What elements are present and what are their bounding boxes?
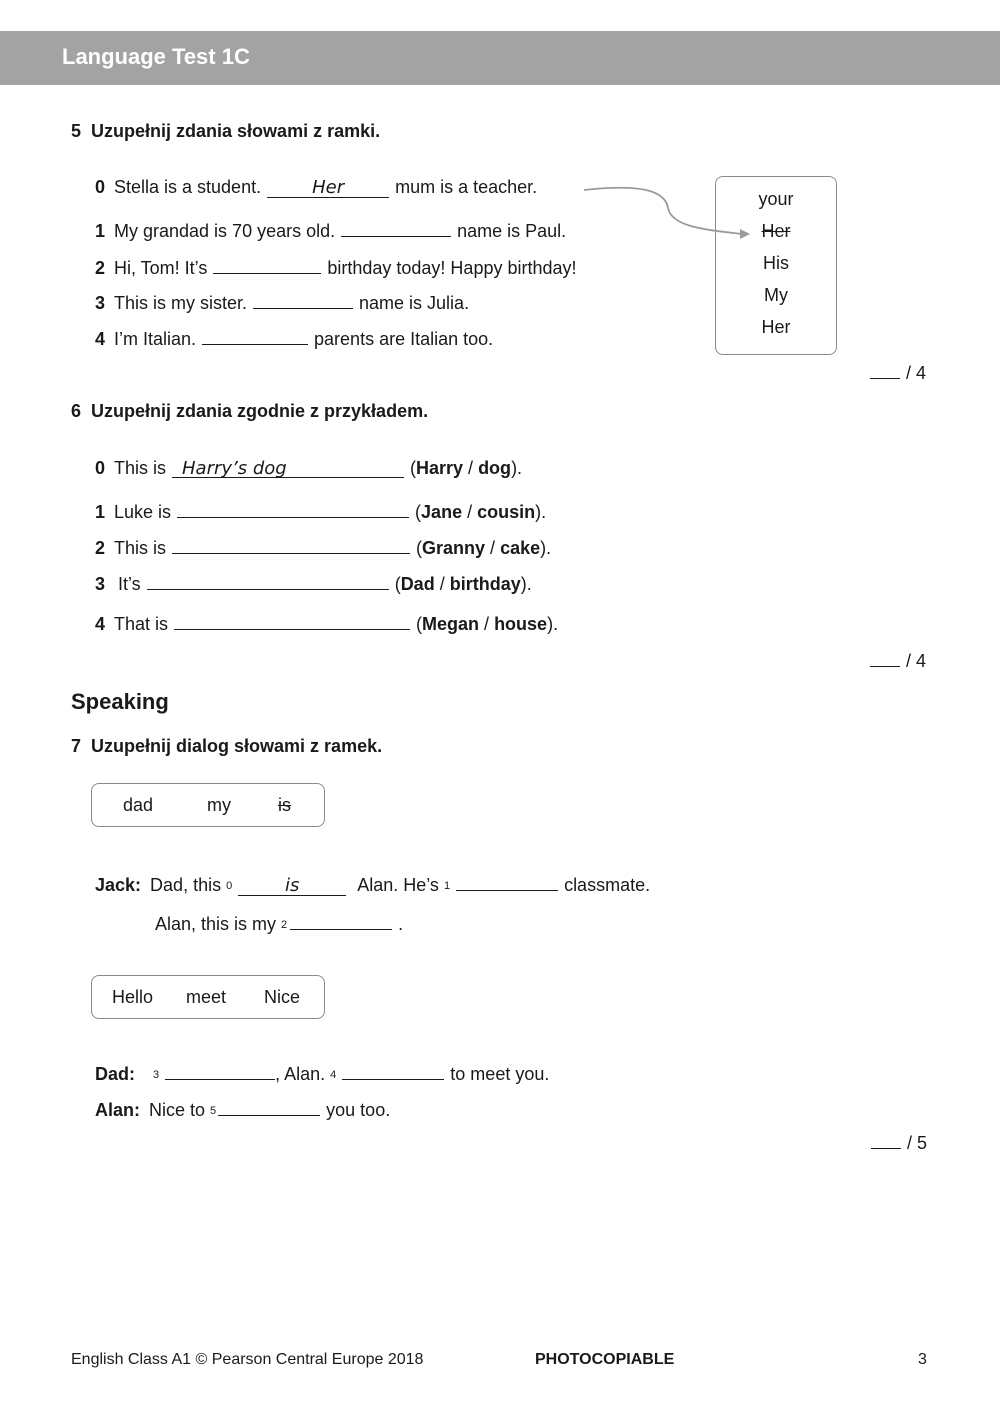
sentence-before: Stella is a student.: [114, 177, 262, 197]
sentence-number: 4: [95, 614, 106, 634]
task5-sentence-4: [95, 324, 493, 350]
word-box-item: Hello: [112, 986, 154, 1007]
answer-blank[interactable]: [213, 253, 321, 274]
score-max: / 5: [907, 1133, 928, 1153]
sentence-after: mum is a teacher.: [395, 177, 538, 197]
sentence-after: parents are Italian too.: [314, 329, 494, 349]
word-box-item: Her: [761, 317, 791, 337]
sentence-number: 3: [95, 293, 106, 313]
word-box-item-used: is: [278, 794, 291, 815]
task5-heading: [71, 121, 380, 142]
task7-number: 7: [71, 736, 82, 756]
dialog-text: Nice to: [149, 1100, 206, 1120]
word-box-item: Nice: [264, 986, 301, 1007]
task5-sentence-3: [95, 288, 469, 314]
answer-blank[interactable]: [218, 1095, 320, 1116]
task7-heading: [71, 736, 382, 757]
gap-number: 2: [281, 919, 288, 931]
gap-number: 3: [153, 1069, 160, 1081]
dialog-line-dad: [95, 1059, 549, 1085]
task6-score: [870, 648, 926, 672]
dialog-text: .: [398, 914, 404, 934]
cue-a: Granny: [422, 538, 486, 558]
cue-a: Jane: [421, 502, 463, 522]
answer-blank[interactable]: [165, 1059, 275, 1080]
task5-number: 5: [71, 121, 82, 141]
answer-blank: Her: [267, 177, 389, 198]
sentence-number: 3: [95, 574, 106, 594]
dialog-text: , Alan.: [275, 1064, 326, 1084]
score-blank[interactable]: [870, 648, 900, 667]
answer-blank: Harry’s dog: [172, 458, 404, 478]
score-blank[interactable]: [870, 360, 900, 379]
dialog-text: classmate.: [564, 875, 651, 895]
answer-blank[interactable]: [456, 870, 558, 891]
sentence-number: 0: [95, 177, 106, 197]
connector-arrow-icon: [580, 180, 760, 250]
cue-b: dog: [478, 458, 512, 478]
sentence-before: It’s: [118, 574, 141, 594]
answer-blank[interactable]: [174, 609, 410, 630]
sentence-before: Hi, Tom! It’s: [114, 258, 208, 278]
answer-blank[interactable]: [253, 288, 353, 309]
task6-sentence-0: 0 This is Harry’s dog (Harry / dog).: [95, 458, 523, 479]
task6-heading: [71, 401, 428, 422]
speaking-title: Speaking: [71, 689, 169, 714]
cue-b: house: [494, 614, 548, 634]
task6-sentence-1: 1 Luke is (Jane / cousin).: [95, 497, 546, 523]
task6-instruction: Uzupełnij zdania zgodnie z przykładem.: [91, 401, 429, 421]
word-box-item: meet: [186, 986, 227, 1007]
task7-score: [871, 1130, 927, 1154]
answer-blank[interactable]: [341, 216, 451, 237]
task7-instruction: Uzupełnij dialog słowami z ramek.: [91, 736, 383, 756]
sentence-before: This is my sister.: [114, 293, 248, 313]
cue-a: Harry: [416, 458, 464, 478]
dialog-line-jack-1: [95, 870, 650, 896]
sentence-before: Luke is: [114, 502, 172, 522]
sentence-after: birthday today! Happy birthday!: [327, 258, 577, 278]
answer-blank: is: [238, 875, 346, 896]
task6-sentence-2: 2 This is (Granny / cake).: [95, 533, 551, 559]
task7-word-box-2: [91, 975, 325, 1019]
task5-instruction: Uzupełnij zdania słowami z ramki.: [91, 121, 381, 141]
answer-blank[interactable]: [172, 533, 410, 554]
answer-blank[interactable]: [202, 324, 308, 345]
dialog-line-alan: [95, 1095, 390, 1121]
sentence-before: I’m Italian.: [114, 329, 197, 349]
sentence-number: 1: [95, 221, 106, 241]
score-blank[interactable]: [871, 1130, 901, 1149]
task5-sentence-1: [95, 216, 566, 242]
dialog-text: Dad, this: [150, 875, 222, 895]
sentence-number: 0: [95, 458, 106, 478]
task5-sentence-2: [95, 253, 577, 279]
cue-b: cake: [500, 538, 541, 558]
dialog-text: to meet you.: [450, 1064, 550, 1084]
cue-a: Dad: [400, 574, 435, 594]
gap-number: 5: [210, 1105, 217, 1117]
answer-blank[interactable]: [177, 497, 409, 518]
word-box-item: my: [207, 794, 231, 815]
word-box-item: His: [763, 253, 789, 273]
task7-word-box-1: [91, 783, 325, 827]
score-max: / 4: [906, 363, 927, 383]
dialog-text: Alan. He’s: [357, 875, 439, 895]
sentence-number: 2: [95, 538, 106, 558]
dialog-text: you too.: [326, 1100, 391, 1120]
gap-number: 1: [443, 880, 451, 892]
word-box-item: your: [758, 189, 794, 209]
task6-sentence-4: 4 That is (Megan / house).: [95, 609, 558, 635]
sentence-before: This is: [114, 458, 167, 478]
sentence-number: 2: [95, 258, 106, 278]
sentence-number: 1: [95, 502, 106, 522]
gap-number: 0: [226, 880, 233, 892]
task6-number: 6: [71, 401, 82, 421]
word-box-item: dad: [123, 794, 154, 815]
page-title: Language Test 1C: [62, 44, 250, 69]
speaker-label: Alan:: [95, 1100, 140, 1120]
cue-b: cousin: [477, 502, 536, 522]
dialog-line-jack-2: [155, 909, 403, 935]
sentence-number: 4: [95, 329, 106, 349]
sentence-after: name is Julia.: [359, 293, 470, 313]
task5-score: [870, 360, 926, 384]
cue-a: Megan: [422, 614, 480, 634]
page-number: 3: [918, 1351, 927, 1368]
sentence-before: This is: [114, 538, 167, 558]
cue-b: birthday: [449, 574, 521, 594]
word-box-item: My: [764, 285, 788, 305]
task5-sentence-0: [95, 177, 537, 198]
speaker-label: Jack:: [95, 875, 142, 895]
speaker-label: Dad:: [95, 1064, 135, 1084]
task6-sentence-3: 3 It’s (Dad / birthday).: [95, 569, 532, 595]
footer-photocopiable: PHOTOCOPIABLE: [535, 1351, 675, 1368]
sentence-before: That is: [114, 614, 169, 634]
answer-blank[interactable]: [147, 569, 389, 590]
gap-number: 4: [330, 1069, 337, 1081]
word-box-item-used: Her: [761, 221, 791, 241]
answer-blank[interactable]: [290, 909, 392, 930]
footer-copyright: English Class A1 © Pearson Central Europe 2018: [71, 1351, 424, 1368]
sentence-after: name is Paul.: [457, 221, 567, 241]
sentence-before: My grandad is 70 years old.: [114, 221, 336, 241]
answer-blank[interactable]: [342, 1059, 444, 1080]
score-max: / 4: [906, 651, 927, 671]
dialog-text: Alan, this is my: [155, 914, 277, 934]
